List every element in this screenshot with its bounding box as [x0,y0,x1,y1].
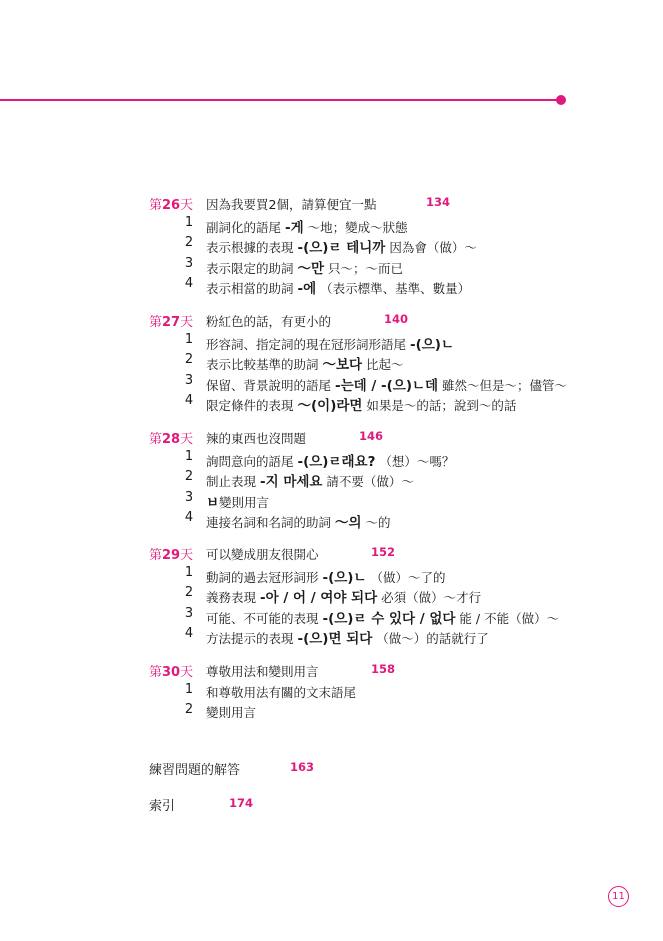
toc-item-text [206,333,454,353]
chapter-page-number: 158 [371,662,396,676]
day-prefix: 第 [149,315,163,330]
toc-item-text [206,353,404,373]
chapter-page-number: 146 [359,429,384,443]
item-grammar-pattern: -는데 / -(으)ㄴ데 [334,378,439,394]
day-suffix: 天 [180,432,194,447]
toc-item-text [206,607,559,627]
toc-item[interactable] [0,606,663,626]
chapter-heading[interactable] [0,428,663,448]
item-description: 方法提示的表現 [206,631,298,646]
day-number: 29 [162,548,181,563]
toc-item[interactable] [0,469,663,489]
item-meaning: 變則用言 [219,495,270,510]
toc-item-text [206,566,446,586]
toc-item-number: 2 [184,585,194,600]
item-description: 形容詞、指定詞的現在冠形詞形語尾 [206,337,410,352]
day-prefix: 第 [149,432,163,447]
chapter-heading[interactable] [0,194,663,214]
item-description: 動詞的過去冠形詞形 [206,570,323,585]
toc-item[interactable] [0,352,663,372]
toc-item-text [206,703,256,721]
toc-item-number: 1 [184,565,194,580]
toc-item-text [206,394,516,414]
item-meaning: 因為會（做）～ [385,240,477,255]
toc-item[interactable] [0,449,663,469]
item-grammar-pattern: -(으)ㄴ [322,570,367,586]
item-grammar-pattern: -아 / 어 / 여야 되다 [259,590,378,606]
toc-item-text [206,216,408,236]
chapter-title: 辣的東西也沒問題 [206,431,307,446]
toc-item[interactable] [0,490,663,510]
item-description: 限定條件的表現 [206,398,298,413]
item-grammar-pattern: -(으)ㄴ [409,337,455,353]
toc-item[interactable] [0,235,663,255]
item-description: 義務表現 [206,590,260,605]
toc-item-text [206,511,391,531]
toc-item-text [206,627,489,647]
chapter-day-label [149,544,193,563]
item-description: 制止表現 [206,474,260,489]
toc-item[interactable] [0,682,663,702]
day-prefix: 第 [149,665,163,680]
appendix-answers-label: 練習問題的解答 [149,763,241,778]
toc-item-text [206,683,356,701]
chapter-page-number: 152 [371,545,396,559]
item-description: 表示根據的表現 [206,240,298,255]
item-grammar-pattern: -에 [297,281,317,297]
chapter-heading[interactable] [0,311,663,331]
toc-item-text [206,450,454,470]
item-grammar-pattern: -게 [284,220,304,236]
item-description: 可能、不可能的表現 [206,611,323,626]
toc-item-number: 4 [184,393,194,408]
item-grammar-pattern: -(으)면 되다 [297,631,373,647]
appendix-answers-page: 163 [290,760,315,774]
toc-item-text [206,470,414,490]
item-meaning: 只～；～而已 [324,261,404,276]
toc-item-number: 4 [184,510,194,525]
appendix-index-label: 索引 [149,799,176,814]
toc-item-number: 3 [184,373,194,388]
chapter-title: 粉紅色的話，有更小的 [206,314,332,329]
toc-item-number: 3 [184,490,194,505]
item-description: 表示比較基準的助詞 [206,357,323,372]
toc-item-number: 4 [184,276,194,291]
item-grammar-pattern: ～만 [297,261,325,277]
chapter-day-label [149,428,193,447]
day-number: 28 [162,432,181,447]
appendix-index-page: 174 [229,796,254,810]
toc-item[interactable] [0,565,663,585]
toc-item-number: 2 [184,352,194,367]
toc-item-text [206,277,470,297]
item-meaning: 請不要（做）～ [322,474,414,489]
toc-item-text [206,491,269,511]
item-grammar-pattern: ～의 [334,515,362,531]
item-grammar-pattern: -지 마세요 [259,474,323,490]
item-description: 連接名詞和名詞的助詞 [206,515,335,530]
item-meaning: ～的 [361,515,391,530]
item-meaning: （做～）的話就行了 [372,631,489,646]
item-meaning: （表示標準、基準、數量） [316,281,471,296]
day-number: 27 [162,315,181,330]
toc-item[interactable] [0,702,663,722]
toc-item-number: 2 [184,235,194,250]
item-description: 保留、背景說明的語尾 [206,378,335,393]
chapter-heading[interactable] [0,544,663,564]
day-suffix: 天 [180,548,194,563]
toc-item-text [206,586,481,606]
toc-item-number: 3 [184,606,194,621]
toc-item-number: 4 [184,626,194,641]
toc-item[interactable] [0,510,663,530]
appendix-answers[interactable] [149,759,240,778]
item-description: 副詞化的語尾 [206,220,285,235]
toc-item-number: 3 [184,256,194,271]
toc-item[interactable] [0,256,663,276]
item-description: 變則用言 [206,705,257,720]
item-grammar-pattern: ～보다 [322,357,363,373]
item-description: 表示限定的助詞 [206,261,298,276]
item-meaning: 雖然～但是～；儘管～ [438,378,568,393]
day-prefix: 第 [149,198,163,213]
chapter-title: 可以變成朋友很開心 [206,547,319,562]
appendix-index[interactable] [149,795,175,814]
toc-item[interactable] [0,332,663,352]
chapter-heading[interactable] [0,661,663,681]
item-grammar-pattern: ㅂ [206,495,220,511]
item-grammar-pattern: -(으)ㄹ 수 있다 / 없다 [322,611,456,627]
day-number: 30 [162,665,181,680]
item-grammar-pattern: -(으)ㄹ래요? [297,454,376,470]
toc-item-text [206,236,477,256]
chapter-page-number: 134 [426,195,451,209]
toc-item[interactable] [0,585,663,605]
day-suffix: 天 [180,198,194,213]
chapter-title: 尊敬用法和變則用言 [206,664,319,679]
chapter-day-label [149,311,193,330]
item-description: 表示相當的助詞 [206,281,298,296]
item-meaning: 比起～ [362,357,404,372]
chapter-title: 因為我要買2個，請算便宜一點 [206,197,377,212]
day-prefix: 第 [149,548,163,563]
item-meaning: （做）～了的 [366,570,446,585]
toc-item[interactable] [0,215,663,235]
toc-item[interactable] [0,393,663,413]
item-meaning: （想）～嗎？ [375,454,455,469]
day-suffix: 天 [180,665,194,680]
day-number: 26 [162,198,181,213]
day-suffix: 天 [180,315,194,330]
toc-item-number: 1 [184,332,194,347]
toc-item-text [206,374,567,394]
toc-item[interactable] [0,626,663,646]
item-description: 和尊敬用法有關的文末語尾 [206,685,357,700]
chapter-day-label [149,661,193,680]
toc-item-number: 2 [184,702,194,717]
toc-item-number: 1 [184,449,194,464]
item-meaning: 能 / 不能（做）～ [455,611,560,626]
chapter-page-number: 140 [384,312,409,326]
toc-item-text [206,257,403,277]
toc-item-number: 2 [184,469,194,484]
toc-item-number: 1 [184,215,194,230]
item-grammar-pattern: -(으)ㄹ 테니까 [297,240,386,256]
item-meaning: ～地；變成～狀態 [303,220,408,235]
item-description: 詢問意向的語尾 [206,454,298,469]
item-meaning: 必須（做）～才行 [377,590,482,605]
toc-item-number: 1 [184,682,194,697]
chapter-day-label [149,194,193,213]
item-grammar-pattern: ～(이)라면 [297,398,363,414]
item-meaning: 如果是～的話；說到～的話 [362,398,517,413]
toc-item[interactable] [0,373,663,393]
page-number: 11 [608,886,629,907]
toc-item[interactable] [0,276,663,296]
